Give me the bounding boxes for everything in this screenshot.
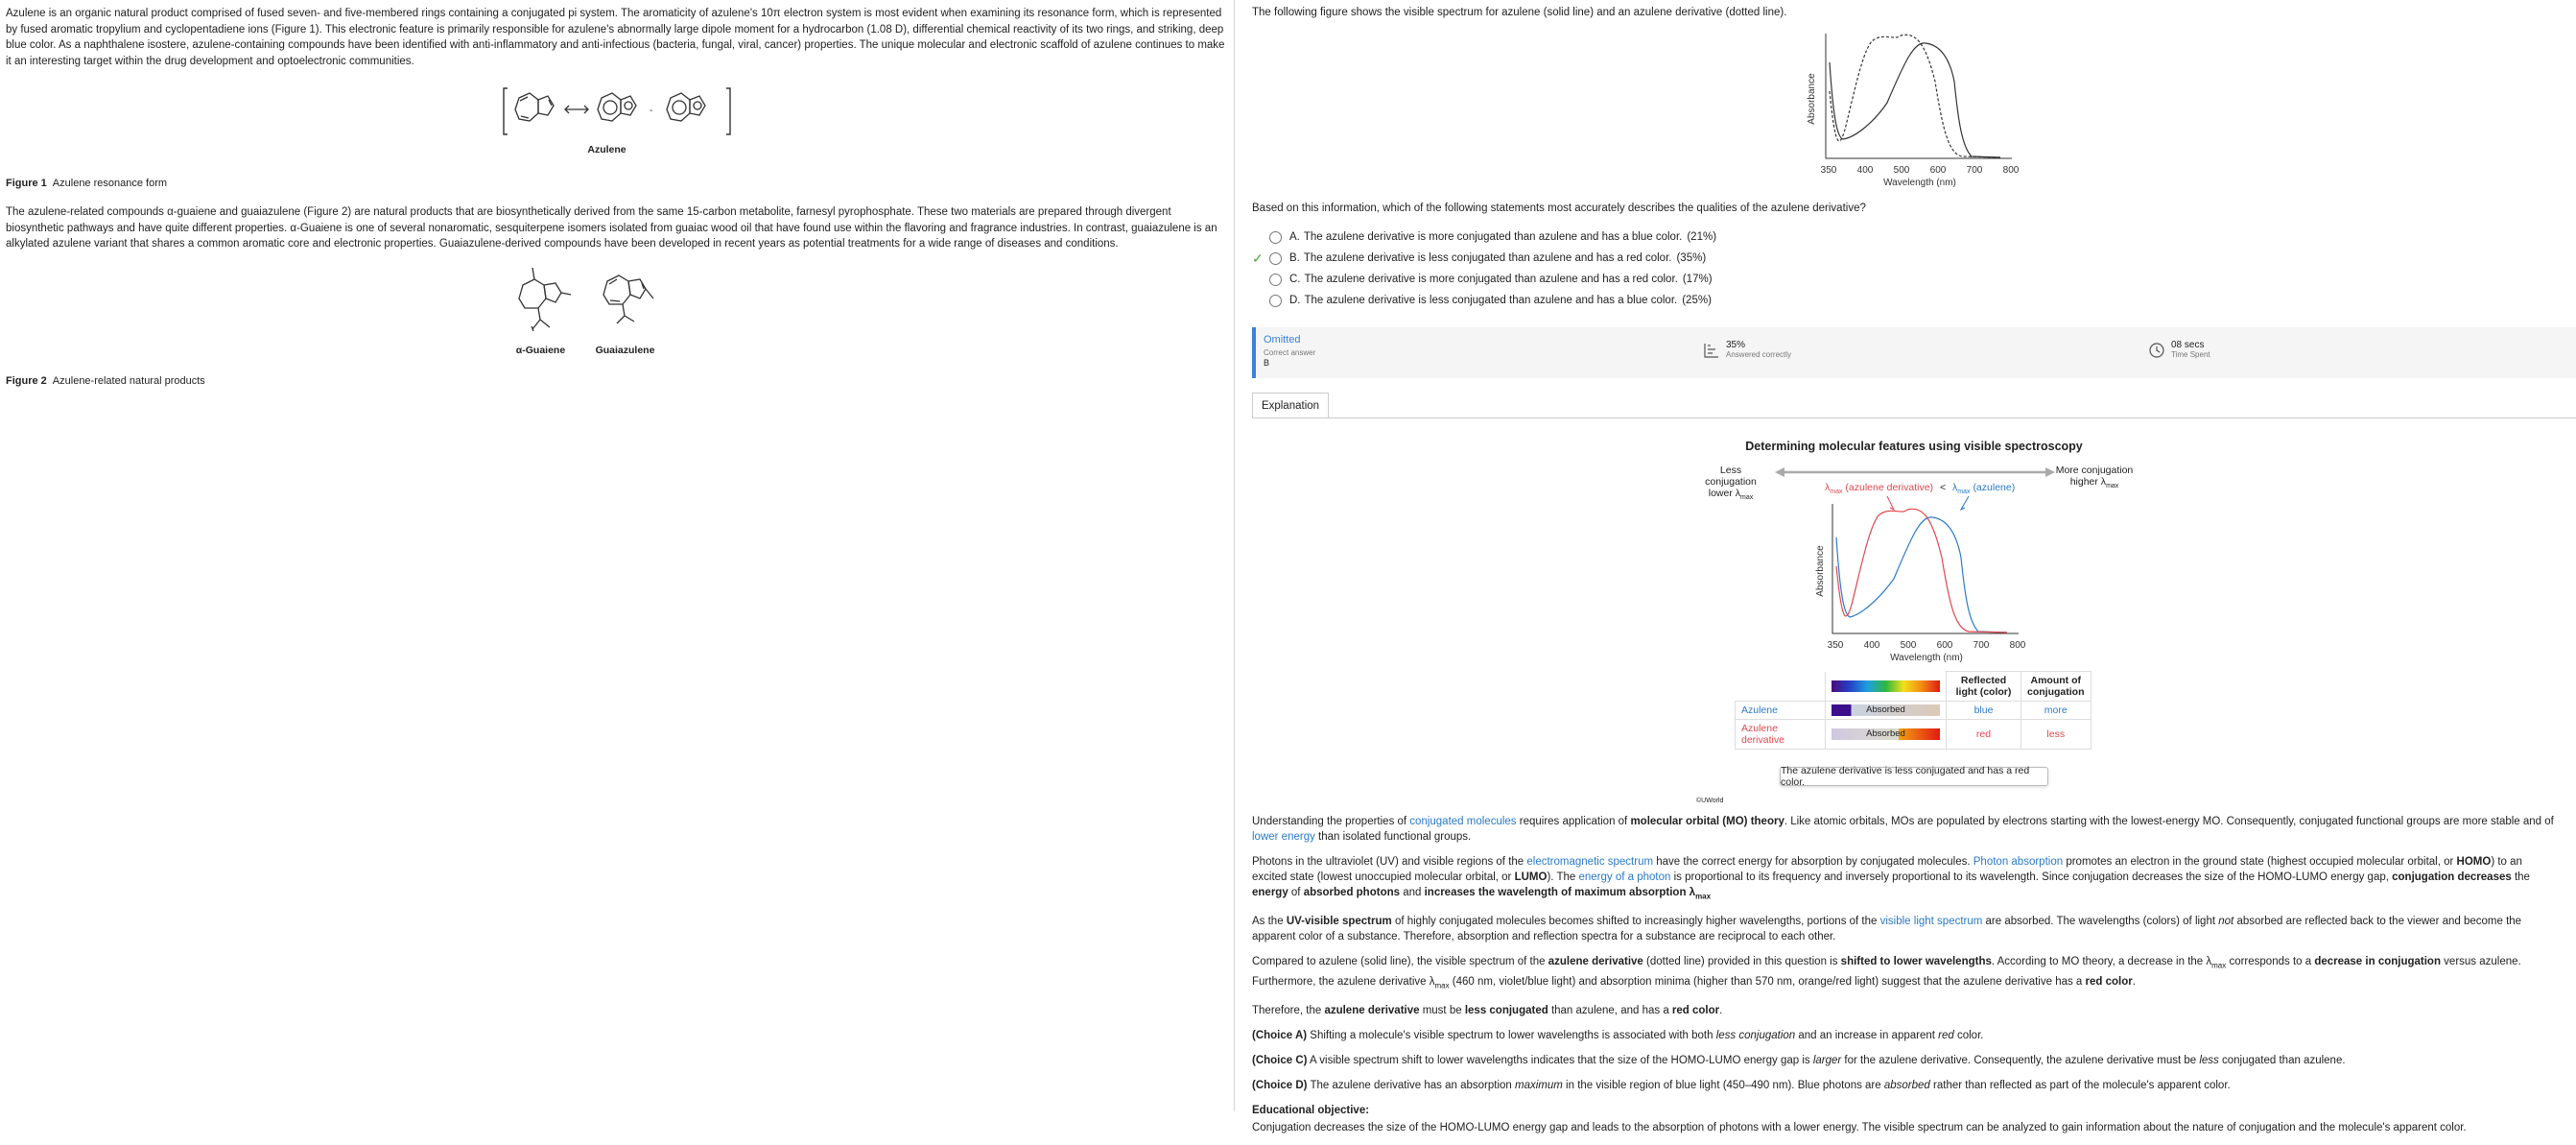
conjugation-arrow [1775,466,2055,478]
q-tick-500: 500 [1893,165,1910,176]
link-lower-energy[interactable]: lower energy [1252,831,1315,843]
figure-1-caption-text: Azulene resonance form [52,177,168,189]
educational-objective-text: Conjugation decreases the size of the HOMO-LUMO energy gap and leads to the absorption of photons with a lower energy. The visible spectrum can be analyzed to gain information about the nature of conjugation and the molecule's apparent color. [1252,1121,2467,1133]
panel-divider [1234,0,1235,1111]
table-row: Azulene derivative Absorbed red less [1736,720,2092,750]
e-tick-700: 700 [1973,640,1990,651]
figure-1-label: Figure 1 [6,177,47,189]
explanation-paragraph-3: As the UV-visible spectrum of highly conjugated molecules becomes shifted to increasingly higher wavelengths, portions of the visible light spectrum are absorbed. The wavelengths (colors) of light not absorbed are reflected back to the viewer and become the apparent color of a substance. Therefore, absorption and reflection spectra for a substance are reciprocal to each other. [1252,916,2522,943]
figure-1 [6,84,1227,142]
answer-option-b[interactable]: ✓ B. The azulene derivative is less conjugated than azulene and has a red color. (35%) [1252,250,1707,266]
spectrum-table [1735,671,2092,750]
figure-2-label: Figure 2 [6,375,47,387]
passage-panel [0,0,1233,1111]
e-tick-800: 800 [2009,640,2026,651]
col-reflected: Reflected light (color) [1947,672,2021,702]
link-electromagnetic-spectrum[interactable]: electromagnetic spectrum [1526,856,1654,868]
answer-options [1252,227,1716,311]
answer-option-c[interactable]: C. The azulene derivative is more conjugated than azulene and has a red color. (17%) [1252,269,1716,290]
tab-underline [1252,417,2576,418]
explanation-paragraph-5: Therefore, the azulene derivative must be less conjugated than azulene, and has a red color. [1252,1004,1723,1016]
explanation-figure-title: Determining molecular features using visible spectroscopy [1745,440,2083,453]
e-chart-ylabel: Absorbance [1815,545,1826,597]
alpha-guaiene-image [508,266,575,341]
azulene-resonance-image [502,84,732,138]
visible-spectrum-bar [1832,680,1940,692]
radio-d[interactable] [1269,295,1282,307]
e-tick-500: 500 [1900,640,1917,651]
question-stem-top: The following figure shows the visible spectrum for azulene (solid line) and an azulene derivative (dotted line). [1252,7,1787,18]
e-tick-350: 350 [1827,640,1844,651]
e-tick-600: 600 [1936,640,1953,651]
correct-answer-value: B [1264,358,1270,368]
explanation-paragraph-2: Photons in the ultraviolet (UV) and visible regions of the electromagnetic spectrum have the correct energy for absorption by conjugated molecules. Photon absorption promotes an electron in the ground state (highest occupied molecular orbital, or HOMO) to an excited state (lowest unoccupied molecular orbital, or LUMO). The energy of a photon is proportional to its frequency and inversely proportional to its wavelength. Since conjugation decreases the size of the HOMO-LUMO energy gap, conjugation decreases the energy of absorbed photons and increases the wavelength of maximum absorption $\lambda_{max}$ [1252,856,2530,901]
q-chart-xlabel: Wavelength (nm) [1883,178,1956,188]
more-conjugation-label: More conjugation higher $\lambda_{max}$ [2055,465,2134,490]
radio-c[interactable] [1269,274,1282,286]
e-tick-400: 400 [1863,640,1880,651]
correct-answer-label: Correct answer [1264,348,1316,357]
choice-c-explanation: (Choice C) A visible spectrum shift to lower wavelengths indicates that the size of the HOMO-LUMO energy gap is larger for the azulene derivative. Consequently, the azulene derivative must be less conjugated than azulene. [1252,1054,2346,1066]
figure-2-caption [6,373,1227,390]
passage-paragraph-2: The azulene-related compounds α-guaiene and guaiazulene (Figure 2) are natural products that are biosynthetically derived from the same 15-carbon metabolite, farnesyl pyrophosphate. These two materials are prepared through divergent biosynthetic pathways and have quite different properties. α-Guaiene is one of several nonaromatic, sesquiterpene isomers isolated from guaiac wood oil that have found use within the flavoring and fragrance industries. In contrast, guaiazulene is an alkylated azulene variant that shares a common aromatic core and electronic properties. Guaiazulene-derived compounds have been developed in recent years as potential treatments for a wide range of diseases and conditions. [6,206,1217,250]
answer-summary-box: The azulene derivative is less conjugated and has a red color. [1780,767,2048,786]
col-amount: Amount of conjugation [2021,672,2092,702]
link-photon-absorption[interactable]: Photon absorption [1973,856,2064,868]
choice-a-explanation: (Choice A) Shifting a molecule's visible spectrum to lower wavelengths is associated with both less conjugation and an increase in apparent red color. [1252,1029,1984,1041]
figure-2-caption-text: Azulene-related natural products [52,375,205,387]
percent-correct-label: Answered correctly [1726,350,1792,359]
q-tick-700: 700 [1966,165,1983,176]
link-visible-light-spectrum[interactable]: visible light spectrum [1879,916,1983,928]
q-tick-800: 800 [2002,165,2020,176]
figure-2 [0,266,1227,359]
explanation-spectrum-chart [1815,494,2045,670]
answer-option-d[interactable]: D. The azulene derivative is less conjugated than azulene and has a blue color. (25%) [1252,290,1716,311]
explanation-paragraph-1: Understanding the properties of conjugated molecules requires application of molecular orbital (MO) theory. Like atomic orbitals, MOs are populated by electrons starting with the lowest-energy MO. Consequently, conjugated functional groups are more stable and of lower energy than isolated functional groups. [1252,816,2554,843]
question-spectrum-chart [1808,24,2039,195]
q-tick-400: 400 [1856,165,1874,176]
correct-check-icon: ✓ [1252,250,1264,266]
radio-a[interactable] [1269,231,1282,244]
less-conjugation-label: Less conjugation lower $\lambda_{max}$ [1705,465,1757,502]
choice-d-explanation: (Choice D) The azulene derivative has an absorption maximum in the visible region of blue light (450–490 nm). Blue photons are absorbed rather than reflected as part of the molecule's apparent color. [1252,1079,2231,1091]
q-tick-350: 350 [1820,165,1837,176]
table-row: Azulene Absorbed blue more [1736,702,2092,720]
chart-bars-icon [1703,342,1720,359]
passage-paragraph-1: Azulene is an organic natural product comprised of fused seven- and five-membered rings containing a conjugated pi system. The aromaticity of azulene's 10π electron system is most evident when examining its resonance form, which is represented by fused aromatic tropylium and cyclopentadiene ions (Figure 1). This electronic feature is primarily responsible for azulene's abnormally large dipole moment for a hydrocarbon (1.08 D), differential chemical reactivity of its two rings, and striking, deep blue color. As a naphthalene isostere, azulene-containing compounds have been identified with anti-inflammatory and anti-infectious (bacteria, fungal, viral, cancer) properties. The unique molecular and electronic scaffold of azulene continues to make it an interesting target within the drug development and optoelectronic communities. [6,8,1225,67]
link-conjugated-molecules[interactable]: conjugated molecules [1409,816,1517,827]
lambda-comparison: $\lambda_{max}$ (azulene derivative) < $\lambda_{max}$ (azulene) [1825,482,2016,496]
alpha-guaiene-label: α-Guaiene [515,344,566,356]
explanation-paragraph-4: Compared to azulene (solid line), the visible spectrum of the azulene derivative (dotted line) provided in this question is shifted to lower wavelengths. According to MO theory, a decrease in the $\lambda_{max}$ corresponds to a decrease in conjugation versus azulene. Furthermore, the azulene derivative $\lambda_{max}$ (460 nm, violet/blue light) and absorption minima (higher than 570 nm, orange/red light) suggest that the azulene derivative has a red color. [1252,956,2521,990]
figure-1-caption [6,176,1227,192]
tab-explanation[interactable]: Explanation [1252,393,1329,418]
q-tick-600: 600 [1929,165,1947,176]
radio-b[interactable] [1269,252,1282,265]
clock-icon [2148,342,2165,359]
copyright-text: ©UWorld [1696,798,1724,804]
link-energy-of-photon[interactable]: energy of a photon [1578,871,1671,883]
stats-bar [1252,327,2576,378]
time-spent-value: 08 secs [2171,340,2205,350]
e-chart-xlabel: Wavelength (nm) [1890,653,1963,663]
azulene-label: Azulene [587,144,626,155]
answer-option-a[interactable]: A. The azulene derivative is more conjugated than azulene and has a blue color. (21%) [1252,227,1716,248]
time-spent-label: Time Spent [2171,350,2210,359]
question-stem: Based on this information, which of the following statements most accurately describes the qualities of the azulene derivative? [1252,203,1866,214]
svg-text:-: - [649,106,652,116]
guaiazulene-image [592,266,659,341]
status-omitted: Omitted [1264,334,1301,346]
educational-objective-title: Educational objective: [1252,1104,1370,1116]
guaiazulene-label: Guaiazulene [595,344,655,356]
q-chart-ylabel: Absorbance [1807,73,1817,125]
explanation-text [1252,814,2557,1145]
percent-correct-value: 35% [1726,340,1746,350]
